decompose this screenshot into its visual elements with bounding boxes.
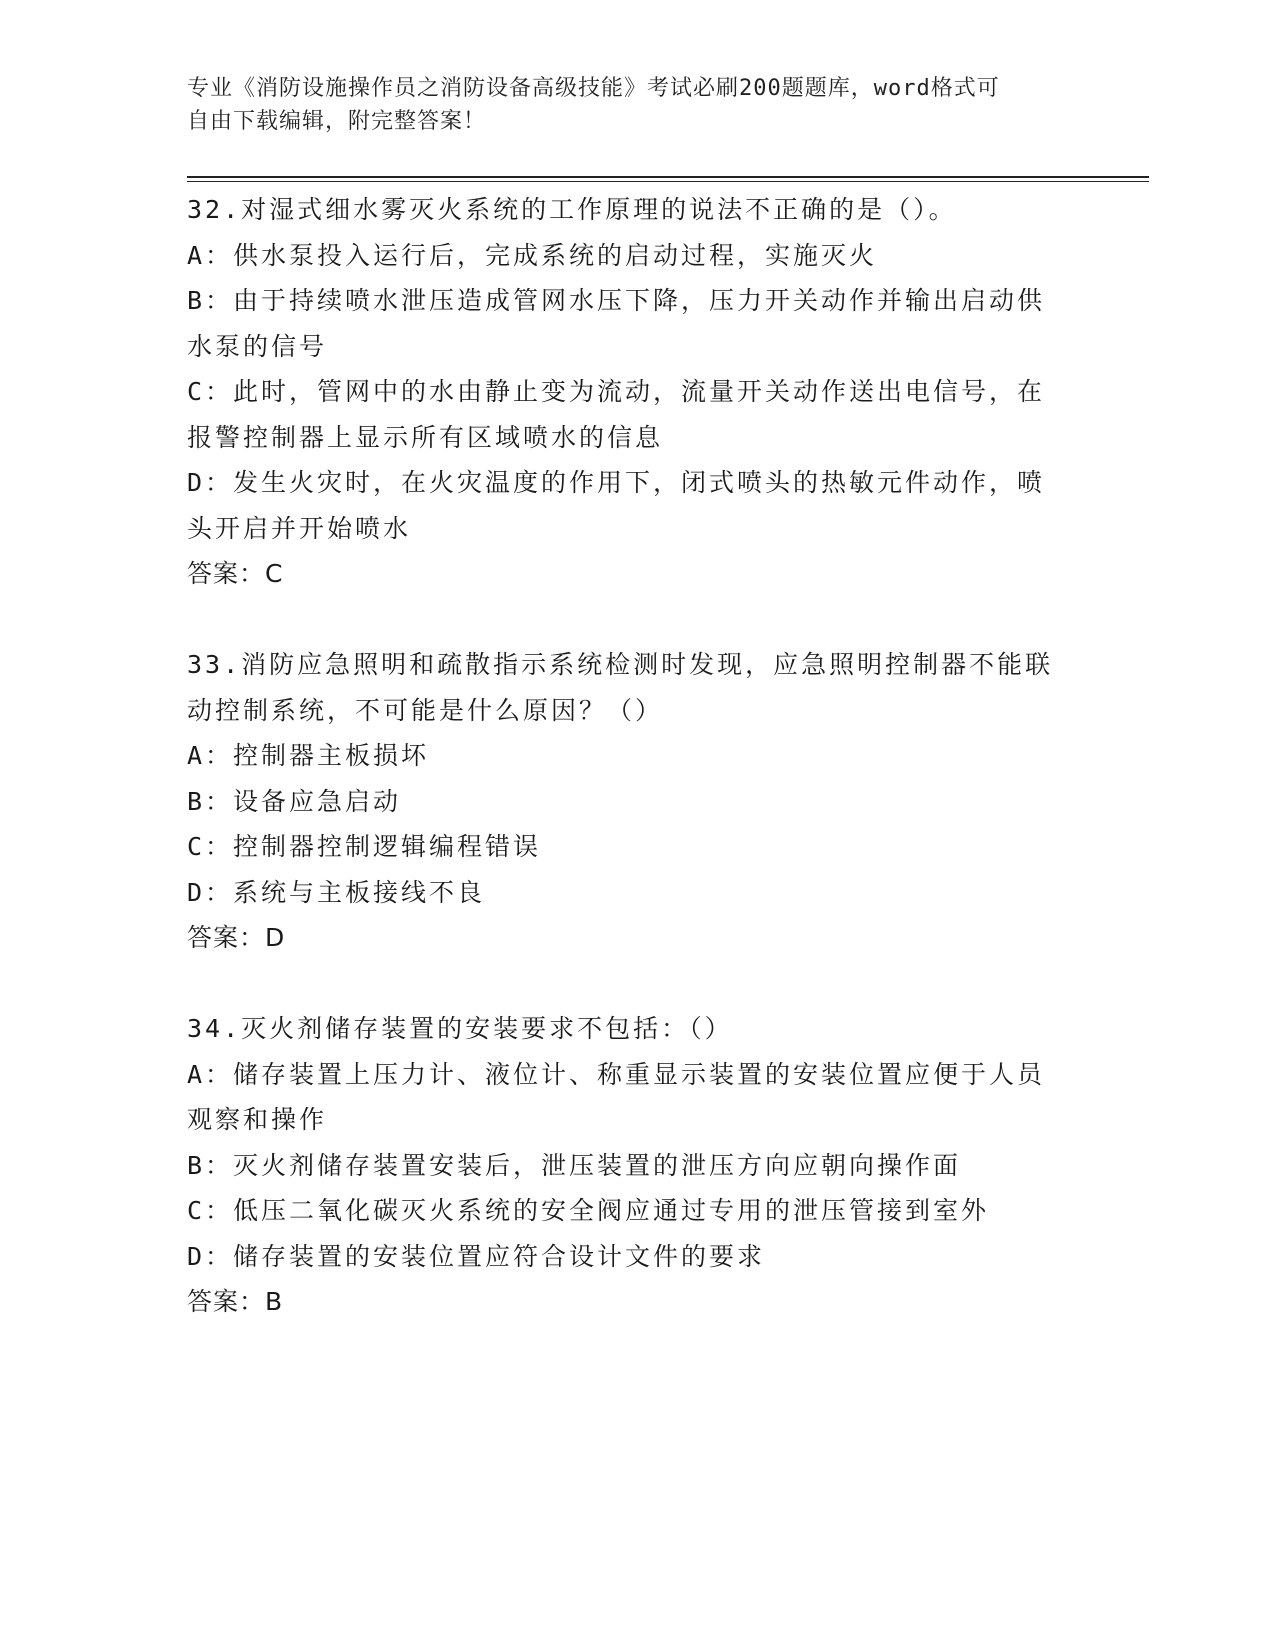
option-c-continued: 报警控制器上显示所有区域喷水的信息	[187, 422, 664, 452]
question-34	[187, 1006, 1087, 1325]
answer: 答案：C	[187, 559, 284, 588]
option-c: C：控制器控制逻辑编程错误	[187, 832, 542, 861]
option-d: D：储存装置的安装位置应符合设计文件的要求	[187, 1241, 766, 1271]
header-line-1: 专业《消防设施操作员之消防设备高级技能》考试必刷200题题库，word格式可	[187, 76, 1000, 101]
option-d: D：系统与主板接线不良	[187, 877, 486, 907]
question-stem: 32.对湿式细水雾灭火系统的工作原理的说法不正确的是（）。	[187, 195, 957, 224]
option-a: A：供水泵投入运行后，完成系统的启动过程，实施灭火	[187, 240, 878, 270]
option-b: B：灭火剂储存装置安装后，泄压装置的泄压方向应朝向操作面	[187, 1150, 962, 1180]
question-stem-continued: 动控制系统，不可能是什么原因？（）	[187, 695, 664, 725]
question-stem: 33.消防应急照明和疏散指示系统检测时发现，应急照明控制器不能联	[187, 650, 1054, 679]
page-header	[187, 72, 1067, 138]
option-c: C：此时，管网中的水由静止变为流动，流量开关动作送出电信号，在	[187, 377, 1046, 406]
header-line-2: 自由下载编辑，附完整答案！	[187, 109, 487, 134]
question-spacer	[187, 961, 1087, 1007]
question-33	[187, 642, 1087, 961]
header-rule-thin	[187, 181, 1149, 182]
question-list	[187, 187, 1087, 1325]
option-a: A：控制器主板损坏	[187, 741, 430, 770]
option-d: D：发生火灾时，在火灾温度的作用下，闭式喷头的热敏元件动作，喷	[187, 468, 1046, 497]
header-rule-thick	[187, 176, 1149, 178]
option-b-continued: 水泵的信号	[187, 331, 328, 361]
option-a: A：储存装置上压力计、液位计、称重显示装置的安装位置应便于人员	[187, 1059, 1046, 1089]
option-a-continued: 观察和操作	[187, 1105, 328, 1134]
question-stem: 34.灭火剂储存装置的安装要求不包括：（）	[187, 1014, 733, 1043]
option-b: B：由于持续喷水泄压造成管网水压下降，压力开关动作并输出启动供	[187, 286, 1046, 315]
option-b: B：设备应急启动	[187, 786, 402, 816]
answer: 答案：D	[187, 923, 286, 952]
question-spacer	[187, 597, 1087, 643]
answer: 答案：B	[187, 1287, 284, 1316]
question-32	[187, 187, 1087, 597]
option-d-continued: 头开启并开始喷水	[187, 513, 412, 543]
option-c: C：低压二氧化碳灭火系统的安全阀应通过专用的泄压管接到室外	[187, 1196, 990, 1225]
